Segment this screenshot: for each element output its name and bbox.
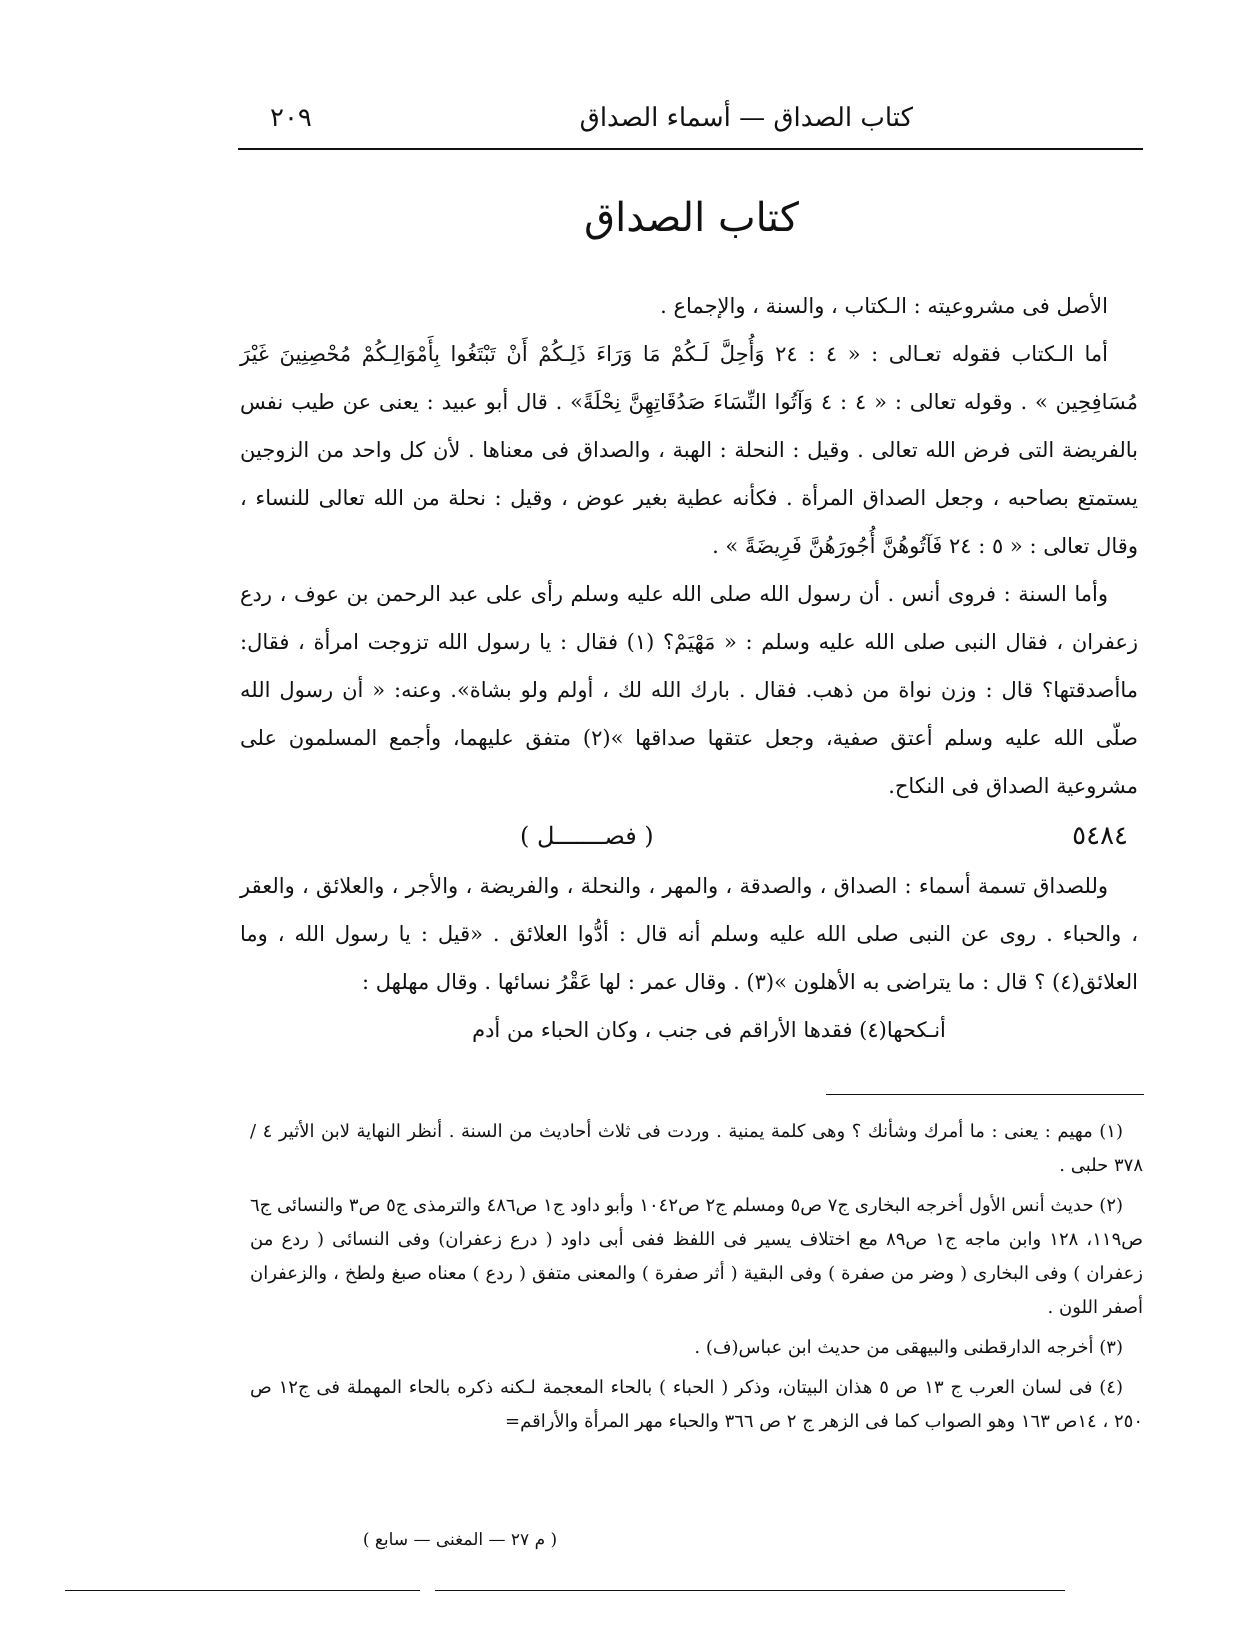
paragraph-names: وللصداق تسمة أسماء : الصداق ، والصدقة ، والمهر ، والنحلة ، والفريضة ، والأجر ، والعلائق ، والعقر ، والحباء . روى عن النبى صلى الله عليه وسلم أنه قال : أدُّوا العلائق . «قيل : يا رسول الله ، وما العلائق(٤) ؟ قال : ما يتراضى به الأهلون »(٣) . وقال عمر : لها عَقْرُ نسائها . وقال مهلهل : <box>240 874 1138 994</box>
page-header <box>250 95 1143 141</box>
footnote-rule <box>826 1094 1144 1095</box>
header-rule <box>238 148 1143 150</box>
poetry-verse: أنـكحها(٤) فقدها الأراقم فى جنب ، وكان الحباء من أدم <box>472 1018 946 1042</box>
footnote-2: (٢) حديث أنس الأول أخرجه البخارى ج٧ ص٥ ومسلم ج٢ ص١٠٤٢ وأبو داود ج١ ص٤٨٦ والترمذى ج٥ ص٣ والنسائى ج٦ ص١١٩، ١٢٨ وابن ماجه ج١ ص٨٩ مع اختلاف يسير فى اللفظ ففى أبى داود ( درع زعفران) وفى النسائى ( ردع من زعفران ) وفى البخارى ( وضر من صفرة ) وفى البقية ( أثر صفرة ) والمعنى متفق ( ردع ) معناه صبغ ولطخ ، والزعفران أصفر اللون . <box>250 1195 1144 1318</box>
body-text <box>240 282 1138 1054</box>
footnote-1: (١) مهيم : يعنى : ما أمرك وشأنك ؟ وهى كلمة يمنية . وردت فى ثلاث أحاديث من السنة . أنظر النهاية لابن الأثير ٤ /٣٧٨ حلبى . <box>250 1121 1143 1176</box>
running-title: كتاب الصداق — أسماء الصداق <box>579 103 913 133</box>
signature-line: ( م ٢٧ — المغنى — سابع ) <box>362 1530 558 1550</box>
chapter-title: كتاب الصداق <box>584 195 799 241</box>
footnote-4: (٤) فى لسان العرب ج ١٣ ص ٥ هذان البيتان، وذكر ( الحباء ) بالحاء المعجمة لـكنه ذكره بالحاء المهملة فى ج١٢ ص ٢٥٠ ، ١٤ص ١٦٣ وهو الصواب كما فى الزهر ج ٢ ص ٣٦٦ والحباء مهر المرأة والأراقم= <box>250 1377 1143 1432</box>
paragraph-sunnah: وأما السنة : فروى أنس . أن رسول الله صلى الله عليه وسلم رأى على عبد الرحمن بن عوف ، ردع زعفران ، فقال النبى صلى الله عليه وسلم : « مَهْيَمْ؟ (١) فقال : يا رسول الله تزوجت امرأة ، فقال: ماأصدقتها؟ قال : وزن نواة من ذهب. فقال . بارك الله لك ، أولم ولو بشاة». وعنه: « أن رسول الله صلّى الله عليه وسلم أعتق صفية، وجعل عتقها صداقها »(٢) متفق عليهما، وأجمع المسلمون على مشروعية الصداق فى النكاح. <box>240 582 1138 798</box>
page-number: ٢٠٩ <box>270 103 312 133</box>
section-number: ٥٤٨٤ <box>1072 821 1128 851</box>
bottom-rule-right <box>435 1590 1065 1591</box>
paragraph-quran: أما الـكتاب فقوله تعـالى : « ٤ : ٢٤ وَأُحِلَّ لَـكُمْ مَا وَرَاءَ ذَلِـكُمْ أَنْ تَبْتَغُوا بِأَمْوَالِـكُمْ مُحْصِنِينَ غَيْرَ مُسَافِحِين » . وقوله تعالى : « ٤ : ٤ وَآتُوا النِّسَاءَ صَدُقَاتِهِنَّ نِحْلَةً» . قال أبو عبيد : يعنى عن طيب نفس بالفريضة التى فرض الله تعالى . وقيل : النحلة : الهبة ، والصداق فى معناها . لأن كل واحد من الزوجين يستمتع بصاحبه ، وجعل الصداق المرأة . فكأنه عطية بغير عوض ، وقيل : نحلة من الله تعالى للنساء ، وقال تعالى : « ٥ : ٢٤ فَآتُوهُنَّ أُجُورَهُنَّ فَرِيضَةً » . <box>240 342 1138 558</box>
footnotes <box>250 1115 1143 1445</box>
bottom-rule-left <box>65 1590 420 1591</box>
footnote-3: (٣) أخرجه الدارقطنى والبيهقى من حديث ابن عباس(ف) . <box>694 1337 1123 1358</box>
paragraph-intro: الأصل فى مشروعيته : الـكتاب ، والسنة ، والإجماع . <box>660 294 1108 318</box>
section-header <box>240 810 1138 862</box>
section-heading: ( فصـــــــل ) <box>520 822 654 850</box>
